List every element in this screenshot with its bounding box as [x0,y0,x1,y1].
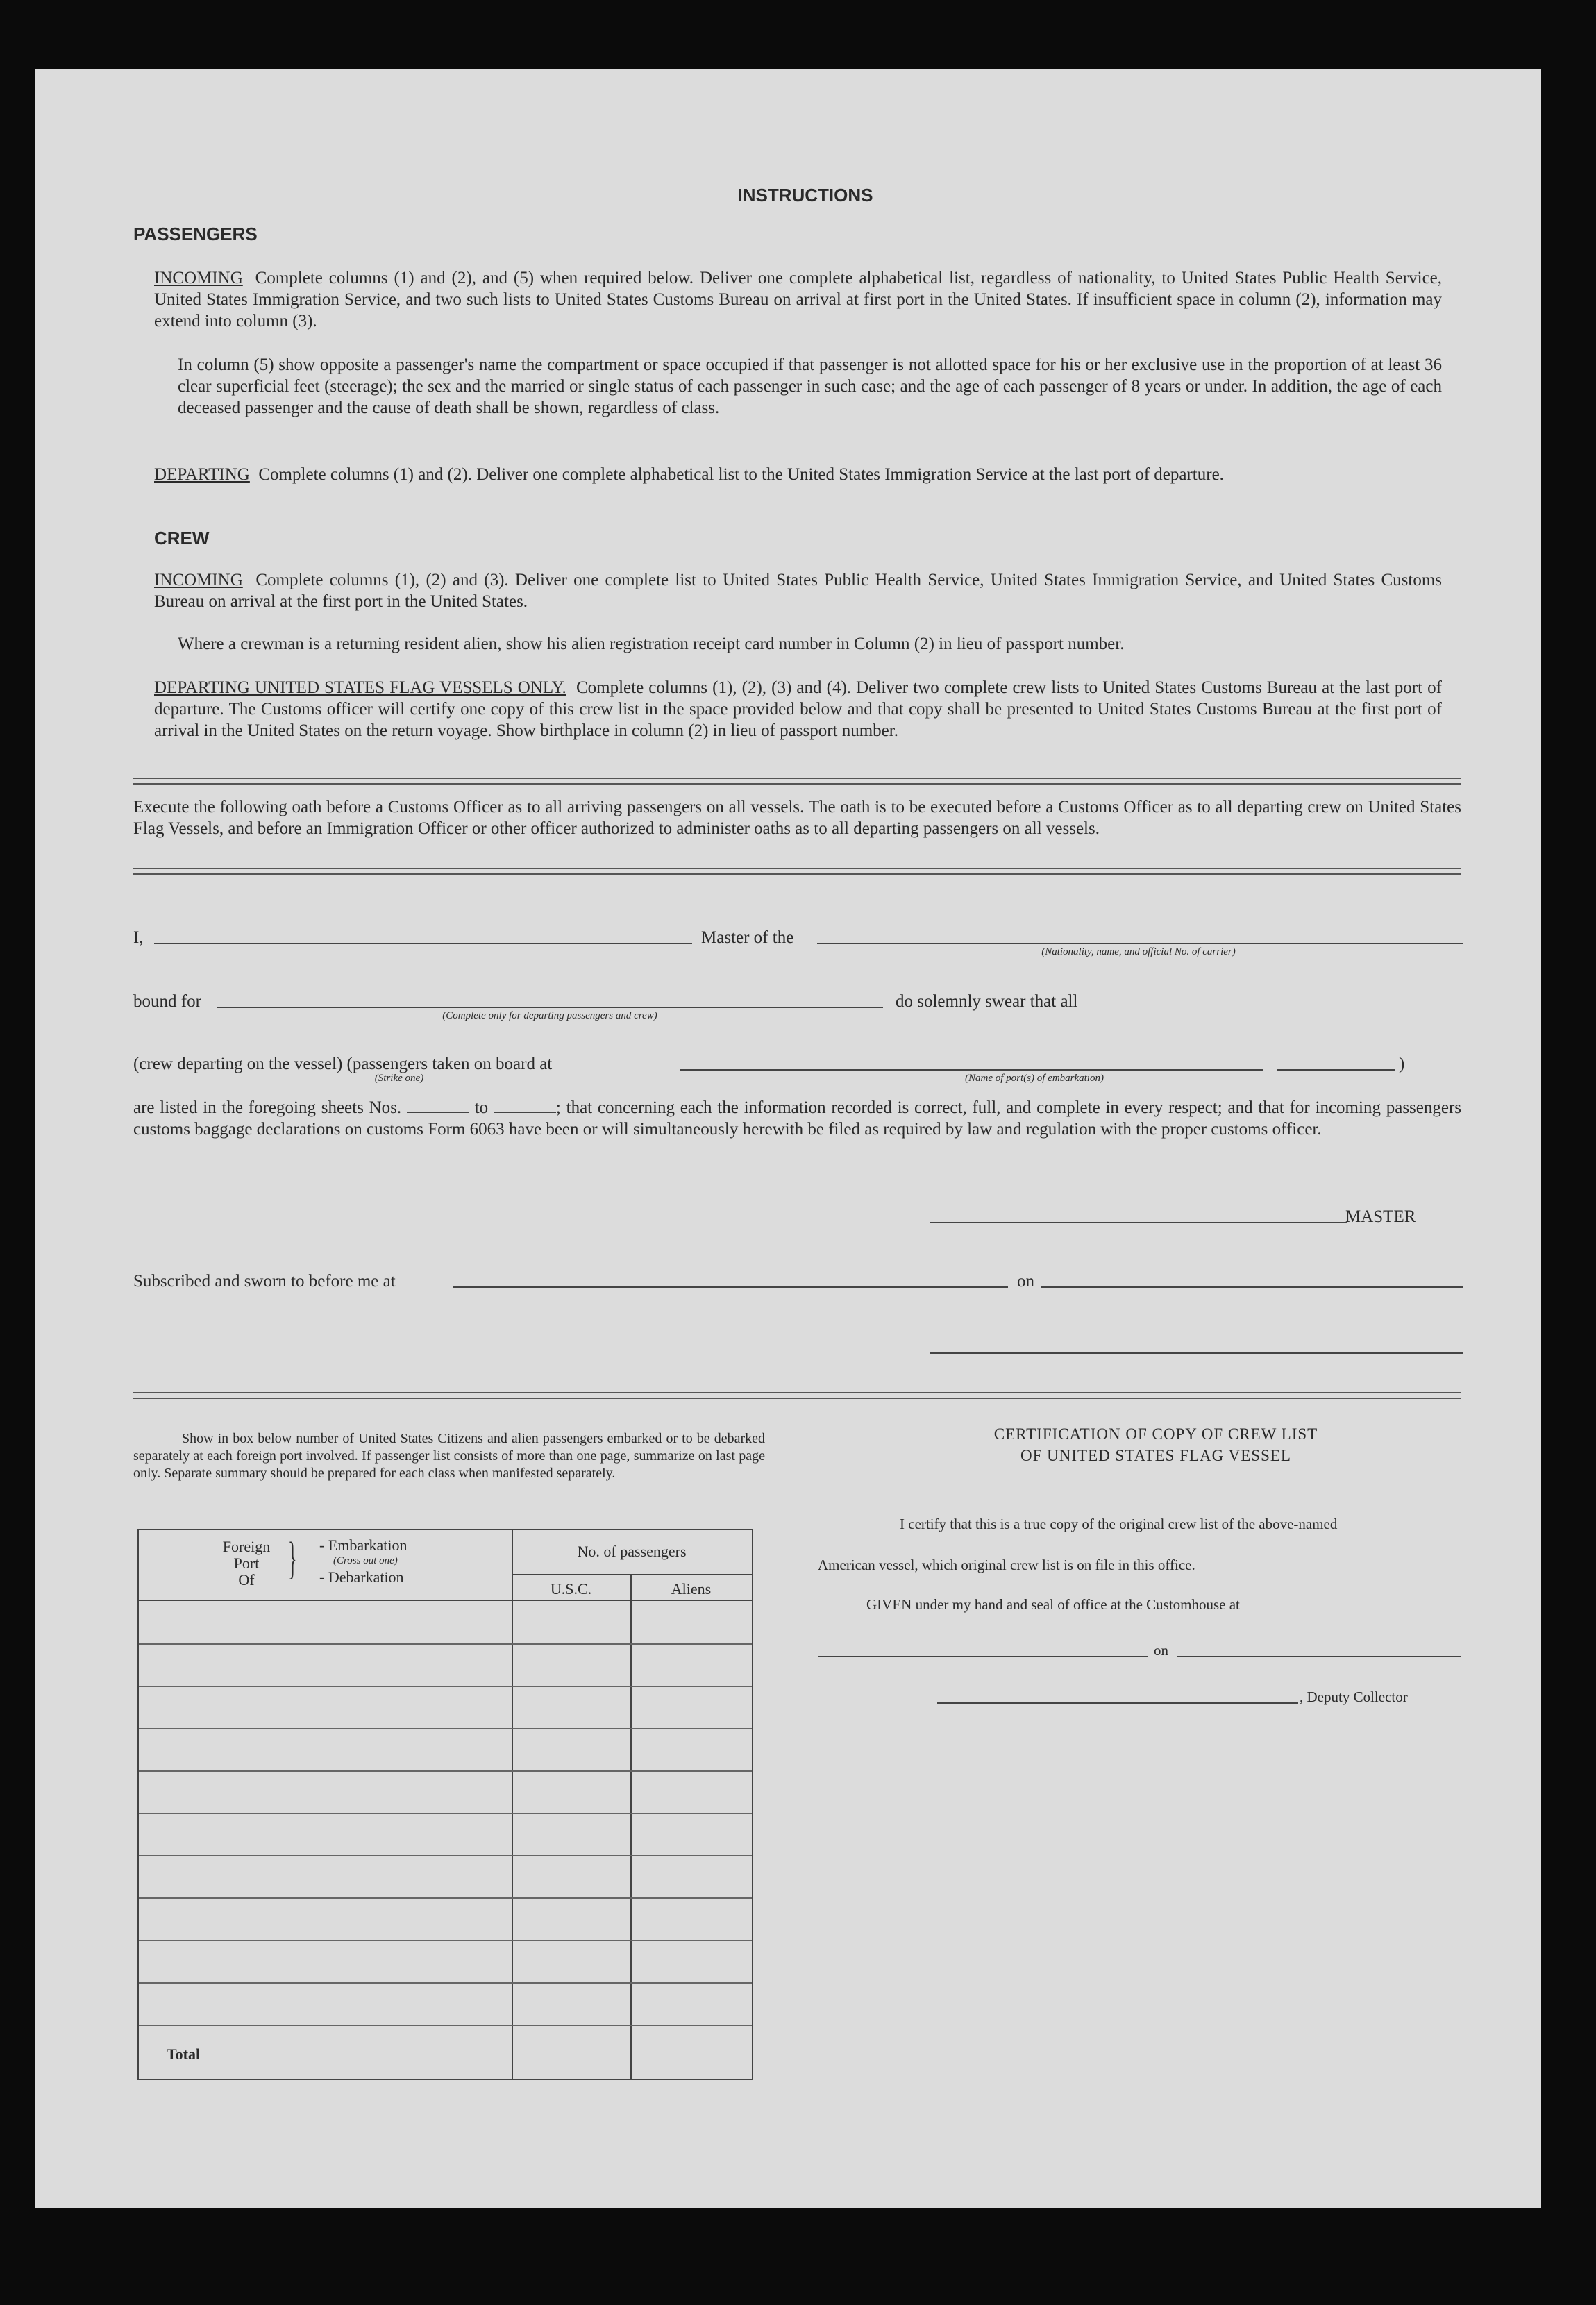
passengers-departing-paragraph [154,464,1442,485]
sworn-place-field[interactable] [453,1286,1008,1288]
aliens-header: Aliens [671,1580,712,1598]
table-row [139,1686,752,1687]
column5-paragraph: In column (5) show opposite a passenger's name the compartment or space occupied if that passenger is not allotted space for his or her exclusive use in the proportion of at least 36 clear superficial feet (steerage); the sex and the married or single status of each passenger in such case; and the age of each passenger of 8 years or under. In addition, the age of each deceased passenger and the cause of death shall be shown, regardless of class. [178,355,1442,417]
passengers-incoming-label: INCOMING [154,269,243,287]
certification-title [847,1423,1465,1466]
total-label: Total [167,2045,201,2063]
document-page [35,69,1541,2208]
given-text: GIVEN under my hand and seal of office at the Customhouse at [866,1596,1240,1613]
strike-one-note: (Strike one) [374,1073,424,1084]
oath-listed-paragraph [133,1097,1461,1140]
certification-title-line1: CERTIFICATION OF COPY OF CREW LIST [993,1425,1318,1443]
bound-for-field[interactable] [217,1007,883,1008]
table-divider-usc [512,1530,513,2079]
listed-suffix: ; that concerning each the information recorded is correct, full, and complete in every respect; and that for incoming passengers customs baggage declarations on customs Form 6063 have been or will simultaneously herewith be filed as required by law and regulation with the proper customs officer. [133,1098,1462,1139]
table-row [139,1643,752,1645]
oath-intro: Execute the following oath before a Customs Officer as to all arriving passengers on all vessels. The oath is to be executed before a Customs Officer as to all departing crew on United States Flag Vessels, and before an Immigration Officer or other officer authorized to administer oaths as to all departing passengers on all vessels. [133,798,1461,838]
oath-i-label: I, [133,928,144,947]
passengers-heading: PASSENGERS [133,224,258,244]
table-row [139,1813,752,1814]
cross-out-note: (Cross out one) [333,1555,398,1566]
table-header-split [512,1574,752,1575]
passenger-summary-table [137,1529,753,2080]
sheet-to-field[interactable] [494,1099,556,1113]
master-signature-field[interactable] [930,1222,1347,1223]
crew-passengers-label: (crew departing on the vessel) (passengers taken on board at [133,1055,553,1073]
table-row [139,1770,752,1772]
sworn-date-field[interactable] [1041,1286,1463,1288]
crew-incoming-label: INCOMING [154,571,243,589]
master-of-the-label: Master of the [701,928,794,947]
lower-divider [133,1392,1461,1399]
listed-prefix: are listed in the foregoing sheets Nos. [133,1098,402,1117]
crew-departing-label: DEPARTING UNITED STATES FLAG VESSELS ONLY. [154,678,566,697]
carrier-field[interactable] [817,943,1463,944]
table-row [139,1982,752,1984]
embarkation-port-field[interactable] [680,1069,1263,1071]
table-row [139,1897,752,1899]
summary-instructions: Show in box below number of United States Citizens and alien passengers embarked or to be debarked separately at each foreign port involved. If passenger list consists of more than one page, summarize on last page only. Separate summary should be prepared for each class when manifested separately. [133,1431,765,1481]
brace-icon: } [288,1533,297,1584]
officer-signature-field[interactable] [930,1352,1463,1354]
american-vessel-text: American vessel, which original crew list is on file in this office. [818,1557,1195,1573]
to-label: to [474,1098,489,1117]
bound-for-label: bound for [133,992,201,1011]
deputy-collector-label: , Deputy Collector [1300,1688,1408,1705]
crew-departing-text: Complete columns (1), (2), (3) and (4). Deliver two complete crew lists to United States Customs Bureau at the last port of departure. The Customs officer will certify one copy of this crew list in the space provided below and that copy shall be presented to United States Customs Bureau at the first port of arrival in the United States on the return voyage. Show birthplace in column (2) in lieu of passport number. [154,678,1442,740]
close-paren: ) [1399,1055,1405,1073]
table-row [139,1855,752,1856]
table-row [139,1728,752,1729]
of-label: Of [238,1571,255,1589]
customhouse-field[interactable] [818,1656,1148,1657]
master-name-field[interactable] [154,943,692,944]
crew-incoming-paragraph [154,569,1442,612]
passengers-incoming-text: Complete columns (1) and (2), and (5) when required below. Deliver one complete alphabetical list, regardless of nationality, to United States Public Health Service, United States Immigration Service, and two such lists to United States Customs Bureau on arrival at first port in the United States. If insufficient space in column (2), information may extend into column (3). [154,269,1443,330]
foreign-port-of-label [205,1539,288,1589]
bound-note: (Complete only for departing passengers and crew) [442,1010,657,1021]
usc-header: U.S.C. [550,1580,592,1598]
crew-incoming-text: Complete columns (1), (2) and (3). Deliver one complete list to United States Public Health Service, United States Immigration Service, and United States Customs Bureau on arrival at the first port in the United States. [154,571,1443,611]
no-of-passengers-header: No. of passengers [577,1543,687,1560]
debarkation-label: - Debarkation [319,1568,404,1586]
master-label: MASTER [1345,1207,1416,1226]
port-note: (Name of port(s) of embarkation) [965,1073,1104,1084]
table-divider-aliens [630,1574,632,2079]
embarkation-port-field-2[interactable] [1277,1069,1395,1071]
sheet-from-field[interactable] [407,1099,469,1113]
table-row [139,1940,752,1941]
embark-labels [319,1537,407,1585]
oath-divider [133,868,1461,875]
cert-date-field[interactable] [1177,1656,1461,1657]
foreign-label: Foreign [222,1538,271,1555]
passengers-incoming-paragraph [154,267,1442,332]
subscribed-label: Subscribed and sworn to before me at [133,1272,396,1291]
certify-text: I certify that this is a true copy of the original crew list of the above-named [900,1516,1338,1532]
cert-on-label: on [1154,1642,1168,1659]
table-row [139,2025,752,2026]
section-divider [133,778,1461,785]
passengers-departing-text: Complete columns (1) and (2). Deliver one complete alphabetical list to the United States Immigration Service at the last port of departure. [258,465,1224,484]
passengers-departing-label: DEPARTING [154,465,250,484]
crew-departing-paragraph [154,677,1442,741]
swear-label: do solemnly swear that all [896,992,1078,1011]
deputy-signature-field[interactable] [937,1702,1298,1704]
page-title: INSTRUCTIONS [737,185,873,206]
certification-title-line2: OF UNITED STATES FLAG VESSEL [1020,1447,1291,1464]
nationality-note: (Nationality, name, and official No. of carrier) [1041,946,1236,957]
embarkation-label: - Embarkation [319,1536,408,1554]
sworn-on-label: on [1017,1272,1034,1291]
table-header-bottom [139,1600,752,1601]
port-label: Port [233,1554,260,1572]
crewman-paragraph: Where a crewman is a returning resident alien, show his alien registration receipt card number in Column (2) in lieu of passport number. [178,635,1125,653]
crew-heading: CREW [154,528,210,548]
